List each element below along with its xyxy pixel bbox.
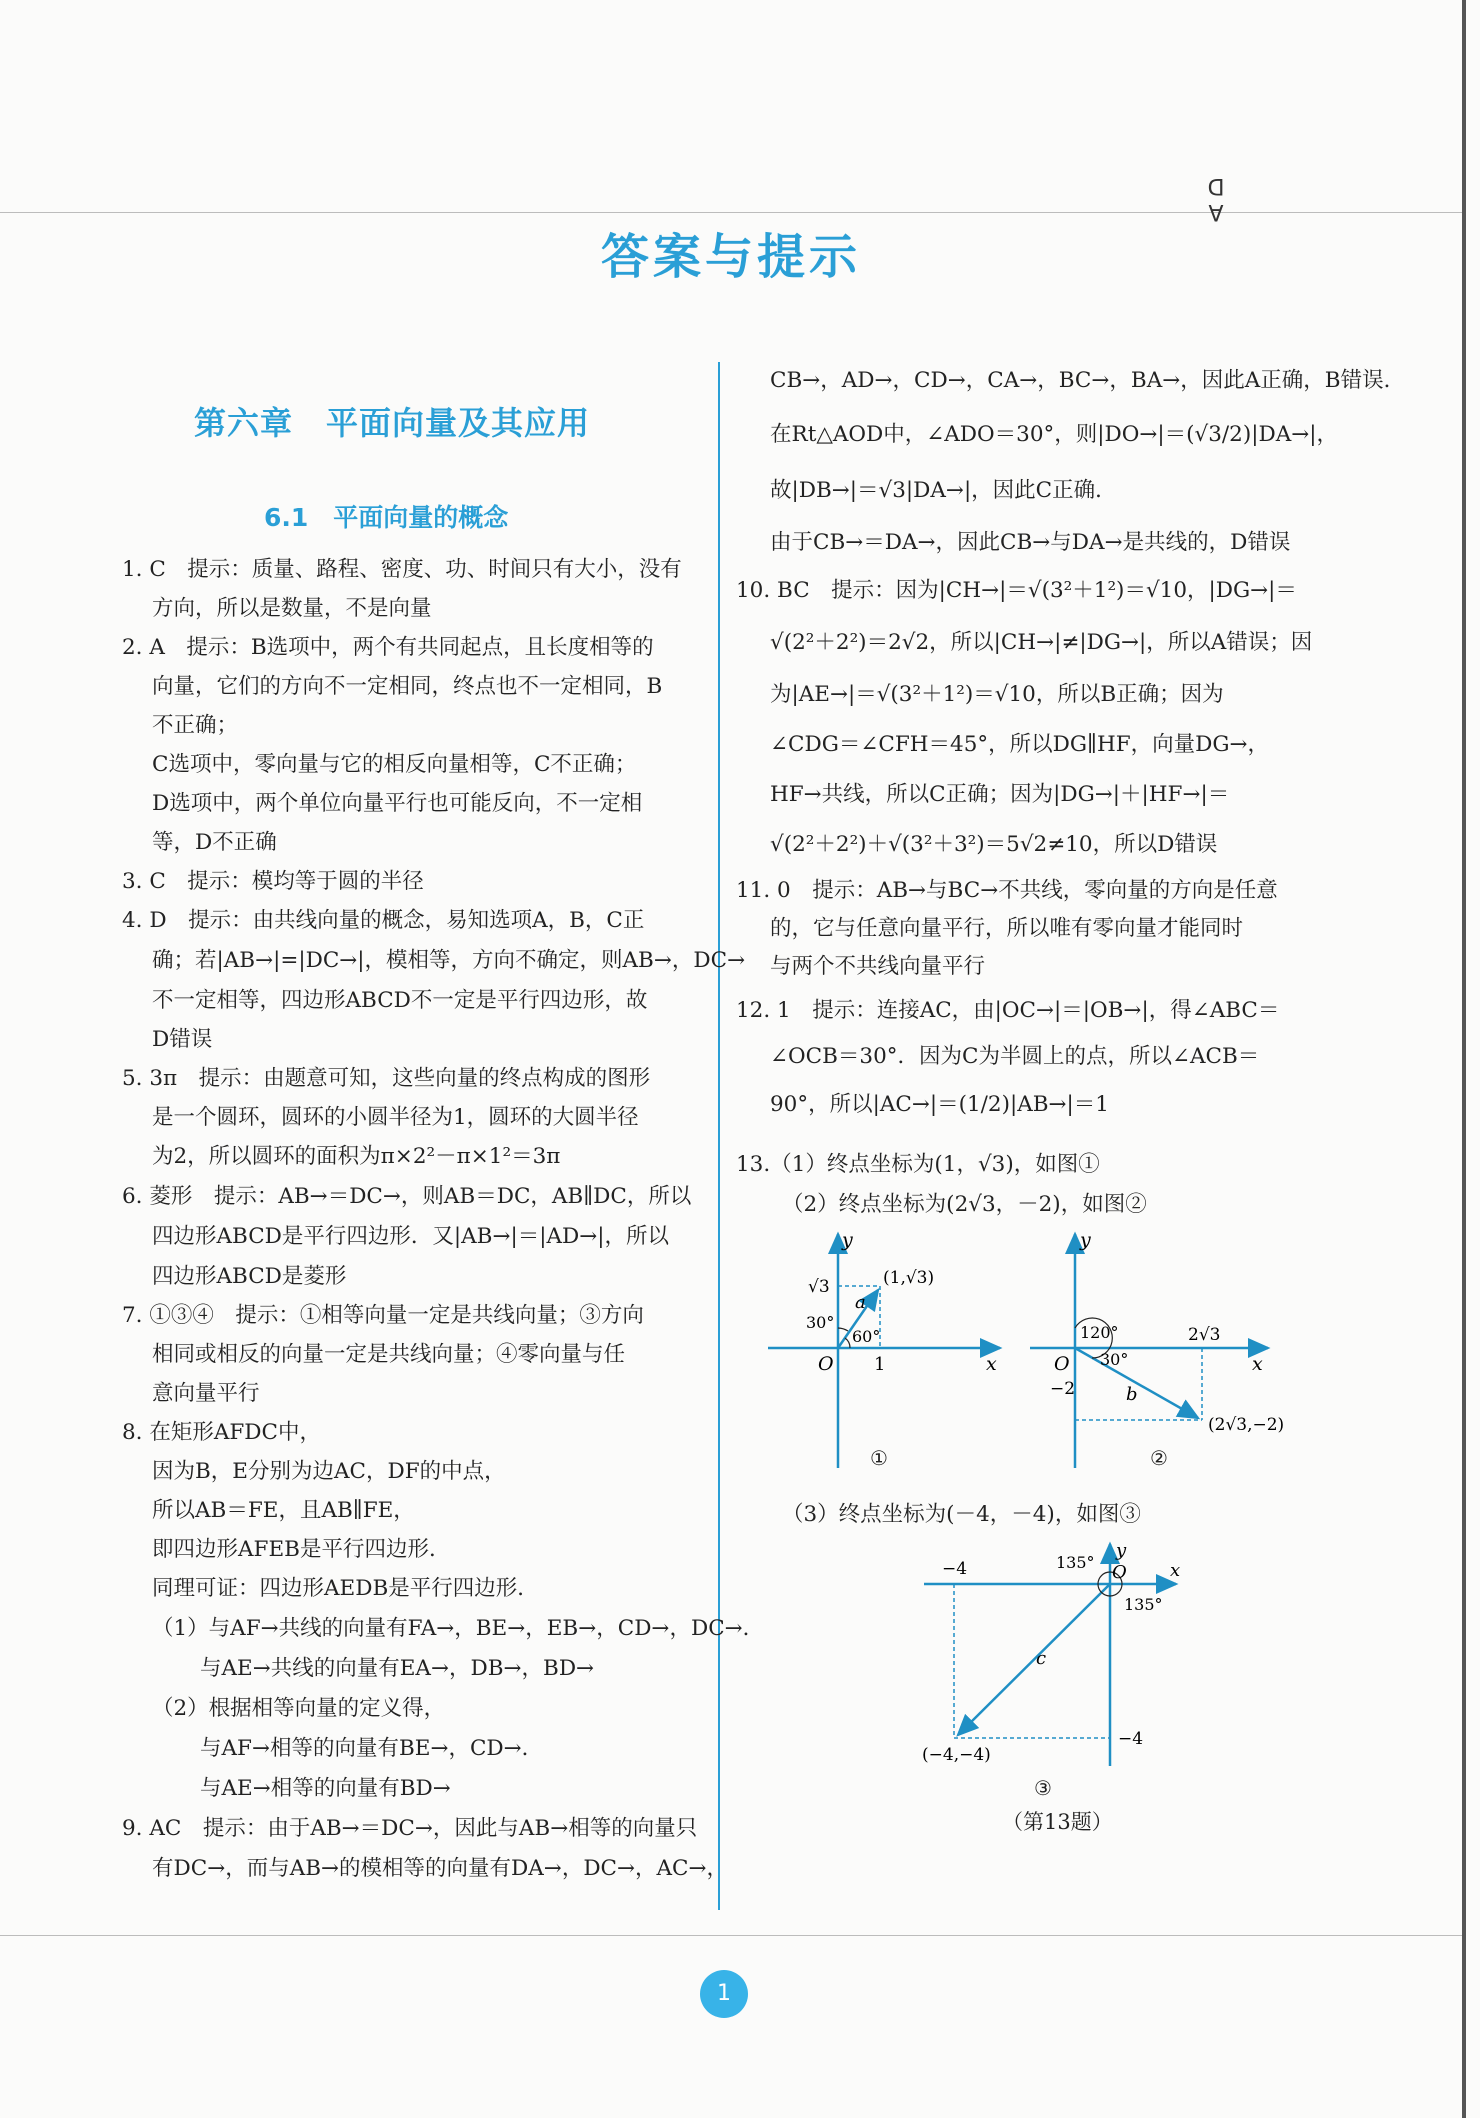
right-line: √(2²＋2²)＝2√2，所以|CH→|≠|DG→|，所以A错误；因: [770, 630, 1313, 655]
bottom-rule: [0, 1935, 1462, 1936]
side-mark-d: D: [1207, 173, 1225, 198]
fig1-label: ①: [870, 1446, 888, 1470]
right-line: CB→，AD→，CD→，CA→，BC→，BA→，因此A正确，B错误．: [770, 368, 1406, 393]
fig1-sqrt3: √3: [808, 1277, 830, 1297]
right-line: HF→共线，所以C正确；因为|DG→|＋|HF→|＝: [770, 782, 1230, 807]
left-line: D错误: [152, 1027, 213, 1052]
left-line: 确；若|AB→|=|DC→|，模相等，方向不确定，则AB→，DC→: [152, 948, 746, 973]
left-line: 9. AC 提示：由于AB→＝DC→，因此与AB→相等的向量只: [122, 1816, 698, 1841]
right-line: 由于CB→＝DA→，因此CB→与DA→是共线的，D错误: [770, 530, 1291, 555]
fig3-o: O: [1112, 1562, 1127, 1583]
left-line: 所以AB＝FE，且AB∥FE，: [152, 1498, 415, 1523]
fig2-ang30: 30°: [1100, 1350, 1129, 1369]
fig2-x: x: [1252, 1353, 1263, 1375]
fig3-c: c: [1036, 1648, 1047, 1669]
left-line: 4. D 提示：由共线向量的概念，易知选项A，B，C正: [122, 908, 645, 933]
right-line: 12. 1 提示：连接AC，由|OC→|＝|OB→|，得∠ABC＝: [736, 998, 1280, 1023]
fig2-2sqrt3: 2√3: [1188, 1325, 1221, 1345]
figure-3: [920, 1538, 1200, 1800]
fig1-a: a: [855, 1292, 866, 1313]
right-line: 在Rt△AOD中，∠ADO＝30°，则|DO→|＝(√3/2)|DA→|，: [770, 422, 1338, 447]
fig2-m2: −2: [1050, 1379, 1076, 1399]
right-line: ∠OCB＝30°．因为C为半圆上的点，所以∠ACB＝: [770, 1044, 1260, 1069]
left-line: 有DC→，而与AB→的模相等的向量有DA→，DC→，AC→，: [152, 1856, 729, 1881]
left-line: 是一个圆环，圆环的小圆半径为1，圆环的大圆半径: [152, 1105, 639, 1130]
left-line: 向量，它们的方向不一定相同，终点也不一定相同，B: [152, 674, 663, 699]
right-line: 11. 0 提示：AB→与BC→不共线，零向量的方向是任意: [736, 878, 1278, 903]
fig3-m4x: −4: [942, 1559, 968, 1579]
left-line: 等，D不正确: [152, 830, 277, 855]
fig3-point: (−4,−4): [922, 1745, 991, 1765]
fig2-label: ②: [1150, 1446, 1168, 1470]
fig3-ang135a: 135°: [1056, 1553, 1095, 1572]
left-line: C选项中，零向量与它的相反向量相等，C不正确；: [152, 752, 637, 777]
left-line: 因为B，E分别为边AC，DF的中点，: [152, 1459, 506, 1484]
fig3-ang135b: 135°: [1124, 1595, 1163, 1614]
page-number: 1: [700, 1970, 748, 2018]
left-line: 3. C 提示：模均等于圆的半径: [122, 869, 424, 894]
left-line: 8. 在矩形AFDC中，: [122, 1420, 321, 1445]
top-rule: [0, 212, 1462, 213]
left-line: 相同或相反的向量一定是共线向量；④零向量与任: [152, 1342, 626, 1367]
left-line: 与AE→相等的向量有BD→: [200, 1776, 451, 1801]
left-line: 7. ①③④ 提示：①相等向量一定是共线向量；③方向: [122, 1303, 644, 1328]
page-edge: [1462, 0, 1466, 2118]
right-line: 10. BC 提示：因为|CH→|＝√(3²＋1²)＝√10，|DG→|＝: [736, 578, 1297, 603]
left-line: 即四边形AFEB是平行四边形．: [152, 1537, 451, 1562]
left-line: 2. A 提示：B选项中，两个有共同起点，且长度相等的: [122, 635, 654, 660]
fig3-label: ③: [1034, 1776, 1052, 1800]
section-title: 6.1 平面向量的概念: [264, 503, 509, 532]
side-mark-a: A: [1208, 199, 1224, 224]
fig3-x: x: [1170, 1560, 1181, 1581]
left-line: 与AE→共线的向量有EA→，DB→，BD→: [200, 1656, 595, 1681]
left-line: D选项中，两个单位向量平行也可能反向，不一定相: [152, 791, 643, 816]
left-line: 不一定相等，四边形ABCD不一定是平行四边形，故: [152, 988, 648, 1013]
fig1-x: x: [986, 1353, 997, 1375]
fig3-y: y: [1116, 1540, 1127, 1561]
left-line: 1. C 提示：质量、路程、密度、功、时间只有大小，没有: [122, 557, 682, 582]
left-line: 为2，所以圆环的面积为π×2²－π×1²＝3π: [152, 1144, 561, 1169]
chapter-title: 第六章 平面向量及其应用: [194, 404, 591, 442]
fig3-m4y: −4: [1118, 1729, 1144, 1749]
left-line: 方向，所以是数量，不是向量: [152, 596, 432, 621]
left-line: 四边形ABCD是菱形: [152, 1264, 347, 1289]
fig1-ang60: 60°: [852, 1327, 881, 1346]
right-line: （3）终点坐标为(－4，－4)，如图③: [782, 1502, 1141, 1527]
fig2-b: b: [1126, 1384, 1138, 1405]
left-line: （2）根据相等向量的定义得，: [152, 1696, 446, 1721]
right-line: 与两个不共线向量平行: [770, 954, 986, 979]
left-line: 与AF→相等的向量有BE→，CD→．: [200, 1736, 544, 1761]
fig1-one: 1: [874, 1354, 886, 1375]
side-mark: [1205, 172, 1227, 224]
right-line: 为|AE→|＝√(3²＋1²)＝√10，所以B正确；因为: [770, 682, 1224, 707]
right-line: 13.（1）终点坐标为(1，√3)，如图①: [736, 1152, 1100, 1177]
right-line: 90°，所以|AC→|＝(1/2)|AB→|＝1: [770, 1092, 1109, 1117]
right-line: ∠CDG＝∠CFH＝45°，所以DG∥HF，向量DG→，: [770, 732, 1270, 757]
fig2-ang120: 120°: [1080, 1323, 1119, 1342]
left-line: 5. 3π 提示：由题意可知，这些向量的终点构成的图形: [122, 1066, 651, 1091]
fig2-y: y: [1080, 1229, 1091, 1251]
left-line: 意向量平行: [152, 1381, 260, 1406]
left-line: （1）与AF→共线的向量有FA→，BE→，EB→，CD→，DC→．: [152, 1616, 765, 1641]
left-line: 同理可证：四边形AEDB是平行四边形．: [152, 1576, 539, 1601]
fig1-y: y: [842, 1229, 853, 1251]
column-divider: [718, 362, 720, 1910]
fig1-point: (1,√3): [883, 1268, 935, 1288]
left-line: 不正确；: [152, 713, 239, 738]
figure-caption: （第13题）: [1002, 1810, 1113, 1834]
left-line: 四边形ABCD是平行四边形．又|AB→|＝|AD→|，所以: [152, 1224, 670, 1249]
right-line: 故|DB→|＝√3|DA→|，因此C正确．: [770, 478, 1117, 503]
fig1-ang30: 30°: [806, 1313, 835, 1332]
right-line: （2）终点坐标为(2√3，－2)，如图②: [782, 1192, 1147, 1217]
right-line: 的，它与任意向量平行，所以唯有零向量才能同时: [770, 916, 1244, 941]
figure-2: [1030, 1228, 1300, 1482]
left-line: 6. 菱形 提示：AB→＝DC→，则AB＝DC，AB∥DC，所以: [122, 1184, 692, 1209]
figure-1: [768, 1228, 1008, 1482]
fig1-o: O: [818, 1353, 834, 1375]
right-line: √(2²＋2²)＋√(3²＋3²)＝5√2≠10，所以D错误: [770, 832, 1218, 857]
fig2-point: (2√3,−2): [1208, 1415, 1285, 1435]
page-title: 答案与提示: [600, 229, 861, 285]
fig2-o: O: [1054, 1353, 1070, 1375]
